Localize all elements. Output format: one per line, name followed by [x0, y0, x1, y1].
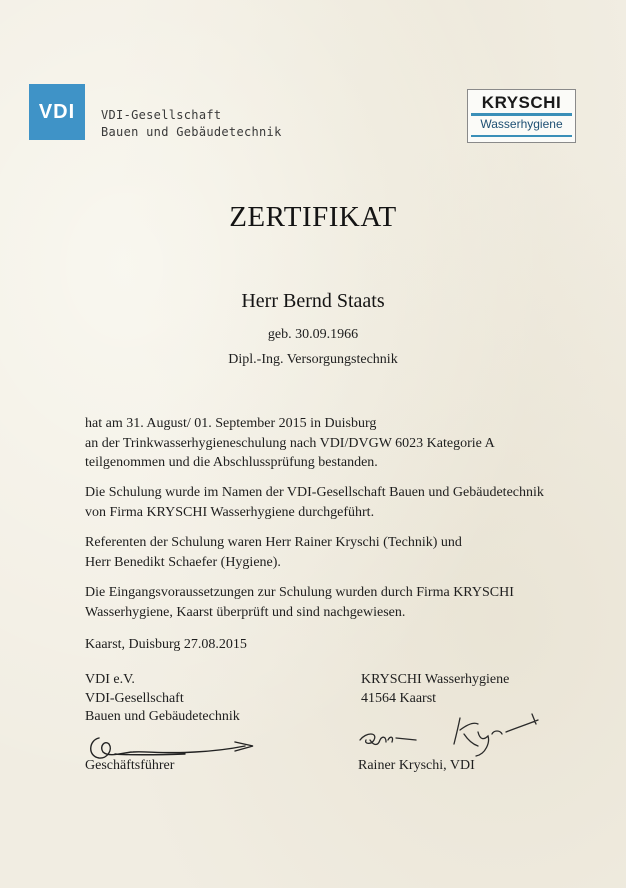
paragraph-speakers: [85, 533, 595, 572]
paragraph-line: Herr Benedikt Schaefer (Hygiene).: [85, 554, 281, 570]
issuer-kryschi-line2: 41564 Kaarst: [361, 690, 437, 706]
paragraph-line: Wasserhygiene, Kaarst überprüft und sind nachgewiesen.: [85, 604, 406, 620]
vdi-org-line1: VDI-Gesellschaft: [101, 108, 222, 122]
kryschi-logo-bar-bottom: [471, 135, 572, 137]
issuer-kryschi-block: [361, 671, 509, 708]
paragraph-training-provider: [85, 483, 595, 522]
paragraph-line: Referenten der Schulung waren Herr Rainer Kryschi (Technik) und: [85, 535, 462, 550]
signer-name-kryschi: Rainer Kryschi, VDI: [358, 758, 475, 773]
signer-role-vdi: Geschäftsführer: [85, 758, 175, 773]
recipient-degree: Dipl.-Ing. Versorgungstechnik: [228, 352, 398, 367]
issuer-kryschi-line1: KRYSCHI Wasserhygiene: [361, 672, 510, 687]
paragraph-line: von Firma KRYSCHI Wasserhygiene durchgeführt.: [85, 504, 375, 520]
kryschi-logo: [467, 89, 576, 143]
vdi-organization-name: [101, 107, 282, 141]
issuer-vdi-line3: Bauen und Gebäudetechnik: [85, 709, 240, 724]
kryschi-logo-sub: Wasserhygiene: [480, 117, 563, 131]
vdi-logo-text: VDI: [38, 100, 76, 123]
kryschi-logo-name: KRYSCHI: [481, 93, 562, 112]
issuer-vdi-line2: VDI-Gesellschaft: [85, 690, 184, 706]
certificate-title: ZERTIFIKAT: [229, 201, 397, 233]
issuer-vdi-block: [85, 671, 240, 727]
paragraph-line: Die Eingangsvoraussetzungen zur Schulung wurden durch Firma KRYSCHI: [85, 585, 514, 600]
kryschi-logo-bar-top: [471, 113, 572, 116]
paragraph-line: hat am 31. August/ 01. September 2015 in Duisburg: [85, 416, 377, 431]
paragraph-line: teilgenommen und die Abschlussprüfung bestanden.: [85, 455, 378, 470]
paragraph-line: Die Schulung wurde im Namen der VDI-Gesellschaft Bauen und Gebäudetechnik: [85, 485, 544, 500]
place-date: Kaarst, Duisburg 27.08.2015: [85, 637, 247, 652]
issuer-vdi-line1: VDI e.V.: [85, 672, 135, 687]
recipient-birthdate: geb. 30.09.1966: [267, 327, 359, 342]
signature-kryschi-handwritten: [356, 710, 556, 758]
vdi-org-line2: Bauen und Gebäudetechnik: [101, 125, 282, 139]
paragraph-prerequisites: [85, 583, 595, 622]
paragraph-line: an der Trinkwasserhygieneschulung nach VDI/DVGW 6023 Kategorie A: [85, 435, 495, 451]
vdi-logo: [29, 84, 85, 140]
paragraph-completion: [85, 414, 595, 473]
recipient-name: Herr Bernd Staats: [241, 290, 385, 312]
